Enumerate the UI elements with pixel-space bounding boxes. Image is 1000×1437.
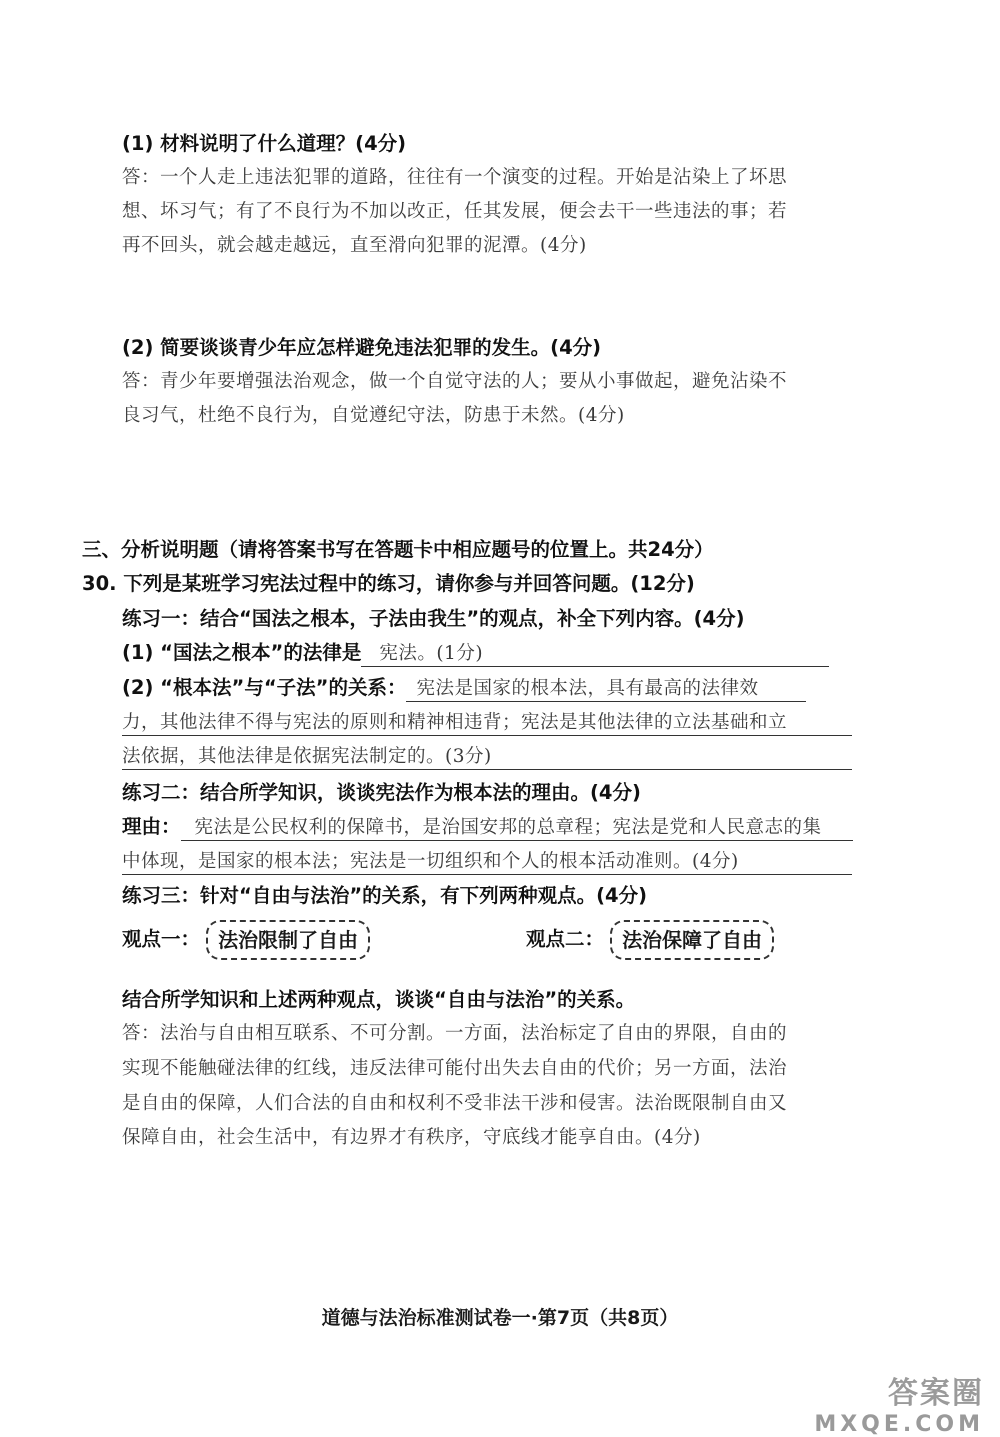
viewpoint-2-label: 观点二： [526, 927, 605, 951]
exercise-3-title: 练习三：针对“自由与法治”的关系，有下列两种观点。(4分) [122, 884, 648, 907]
question-2-answer-line-1: 答：青少年要增强法治观念，做一个自觉守法的人；要从小事做起，避免沾染不 [122, 371, 788, 392]
viewpoint-2-box [610, 920, 774, 960]
question-2-title: (2) 简要谈谈青少年应怎样避免违法犯罪的发生。(4分) [122, 336, 602, 359]
section-3-title: 三、分析说明题（请将答案书写在答题卡中相应题号的位置上。共24分） [82, 538, 714, 561]
viewpoint-1 [122, 920, 370, 960]
watermark-title: 答案圈 [888, 1376, 984, 1411]
exercise-2-reason-answer-1: 宪法是公民权利的保障书，是治国安邦的总章程；宪法是党和人民意志的集 [194, 817, 822, 838]
exercise-1-part-1-label: (1) “国法之根本”的法律是 [122, 641, 362, 664]
exercise-3-answer-line-2: 实现不能触碰法律的红线，违反法律可能付出失去自由的代价；另一方面，法治 [122, 1058, 788, 1079]
exercise-1-title: 练习一：结合“国法之根本，子法由我生”的观点，补全下列内容。(4分) [122, 607, 745, 630]
exercise-2-reason [122, 815, 852, 841]
question-1-answer-line-3: 再不回头，就会越走越远，直至滑向犯罪的泥潭。(4分) [122, 235, 587, 256]
exercise-2-reason-blank-1 [181, 816, 853, 841]
page-footer: 道德与法治标准测试卷一·第7页（共8页） [321, 1307, 679, 1329]
exercise-3-answer-line-3: 是自由的保障，人们合法的自由和权利不受非法干涉和侵害。法治既限制自由又 [122, 1093, 788, 1114]
exercise-1-part-2-answer-3: 法依据，其他法律是依据宪法制定的。(3分) [122, 745, 852, 770]
exercise-1-part-2-answer-blank-1 [406, 677, 806, 702]
viewpoint-2 [526, 920, 774, 960]
exercise-1-part-1 [122, 641, 852, 667]
exercise-1-part-2-answer-2: 力，其他法律不得与宪法的原则和精神相违背；宪法是其他法律的立法基础和立 [122, 711, 852, 736]
exercise-1-part-2 [122, 676, 852, 702]
exercise-3-answer-line-4: 保障自由，社会生活中，有边界才有秩序，守底线才能享自由。(4分) [122, 1127, 701, 1148]
exercise-1-part-2-answer-1: 宪法是国家的根本法，具有最高的法律效 [416, 678, 759, 699]
viewpoint-1-label: 观点一： [122, 927, 201, 951]
viewpoint-1-box [206, 920, 370, 960]
viewpoint-1-text: 法治限制了自由 [218, 928, 359, 952]
question-30-title: 30. 下列是某班学习宪法过程中的练习，请你参与并回答问题。(12分) [82, 572, 695, 595]
exercise-1-part-1-answer: 宪法。(1分) [379, 643, 484, 664]
viewpoint-2-text: 法治保障了自由 [622, 928, 763, 952]
question-2-answer-line-2: 良习气，杜绝不良行为，自觉遵纪守法，防患于未然。(4分) [122, 405, 625, 426]
watermark-site: MXQE.COM [814, 1412, 984, 1437]
exercise-2-reason-label: 理由： [122, 815, 181, 838]
question-1-answer-line-2: 想、坏习气；有了不良行为不加以改正，任其发展，便会去干一些违法的事；若 [122, 201, 788, 222]
exercise-3-answer-line-1: 答：法治与自由相互联系、不可分割。一方面，法治标定了自由的界限，自由的 [122, 1023, 788, 1044]
question-1-answer-line-1: 答：一个人走上违法犯罪的道路，往往有一个演变的过程。开始是沾染上了坏思 [122, 167, 788, 188]
exercise-1-part-1-answer-blank [361, 642, 829, 667]
exercise-2-title: 练习二：结合所学知识，谈谈宪法作为根本法的理由。(4分) [122, 781, 641, 804]
exercise-1-part-2-label: (2) “根本法”与“子法”的关系： [122, 676, 407, 699]
exercise-3-question: 结合所学知识和上述两种观点，谈谈“自由与法治”的关系。 [122, 988, 636, 1011]
exercise-2-reason-answer-2: 中体现，是国家的根本法；宪法是一切组织和个人的根本活动准则。(4分) [122, 850, 852, 875]
question-1-title: (1) 材料说明了什么道理？(4分) [122, 132, 407, 155]
